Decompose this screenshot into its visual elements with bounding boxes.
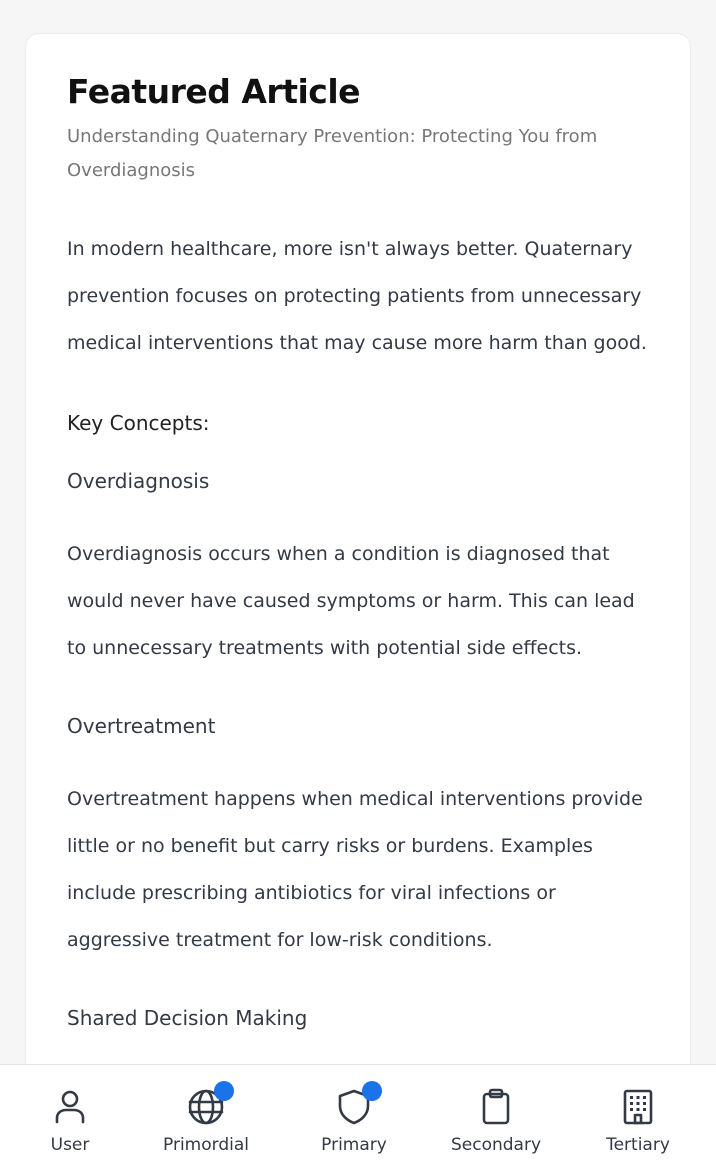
key-concepts-heading: Key Concepts: xyxy=(67,411,210,435)
nav-item-primary[interactable] xyxy=(284,1065,424,1168)
article-subtitle: Understanding Quaternary Prevention: Protecting You from Overdiagnosis xyxy=(67,126,598,181)
globe-icon xyxy=(186,1087,226,1127)
nav-item-user[interactable] xyxy=(0,1065,140,1168)
article-intro: In modern healthcare, more isn't always better. Quaternary prevention focuses on protecting patients from unnecessary medical interventions that may cause more harm than good. xyxy=(67,238,647,354)
building-icon xyxy=(618,1087,658,1127)
nav-label-primordial: Primordial xyxy=(163,1135,249,1155)
article-content xyxy=(26,34,690,1040)
bottom-navigation xyxy=(0,1064,716,1168)
concept-title-overdiagnosis: Overdiagnosis xyxy=(67,469,210,493)
article-heading: Featured Article xyxy=(67,72,361,111)
nav-label-user: User xyxy=(50,1135,90,1155)
nav-item-tertiary[interactable] xyxy=(568,1065,708,1168)
notification-badge xyxy=(214,1081,234,1101)
clipboard-icon xyxy=(476,1087,516,1127)
nav-item-primordial[interactable] xyxy=(136,1065,276,1168)
nav-label-primary: Primary xyxy=(321,1135,387,1155)
notification-badge xyxy=(362,1081,382,1101)
concept-title-overtreatment: Overtreatment xyxy=(67,714,216,738)
shield-icon xyxy=(334,1087,374,1127)
concept-body-overtreatment: Overtreatment happens when medical interventions provide little or no benefit but carry risks or burdens. Examples include prescribing antibiotics for viral infections or aggressive treatment for low-risk conditions. xyxy=(67,788,643,951)
nav-label-secondary: Secondary xyxy=(450,1135,542,1155)
concept-body-overdiagnosis: Overdiagnosis occurs when a condition is diagnosed that would never have caused symptoms or harm. This can lead to unnecessary treatments with potential side effects. xyxy=(67,543,635,659)
nav-label-tertiary: Tertiary xyxy=(606,1135,670,1155)
user-icon xyxy=(50,1087,90,1127)
concept-title-shared-decision-making: Shared Decision Making xyxy=(67,1006,308,1030)
nav-item-secondary[interactable] xyxy=(426,1065,566,1168)
featured-article-card xyxy=(25,33,691,1133)
